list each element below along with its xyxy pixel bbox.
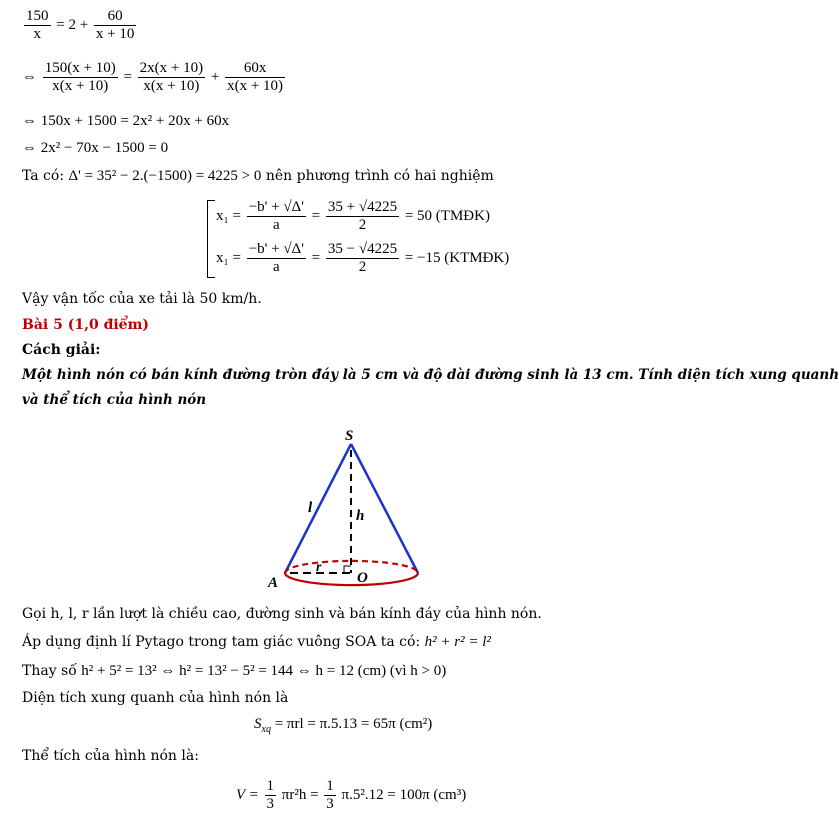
slant-height-line: [285, 444, 351, 573]
fraction-numerator: −b' + √Δ': [248, 241, 304, 257]
delta-tail: nên phương trình có hai nghiệm: [265, 168, 494, 184]
slant-label: l: [308, 500, 313, 516]
root-result: = 50 (TMĐK): [404, 207, 490, 224]
area-subscript: xq: [261, 724, 271, 735]
solution-line-3: [22, 662, 446, 680]
volume-unit: (cm³): [433, 786, 467, 803]
point-a-label: A: [268, 575, 279, 591]
fraction-denominator: x(x + 10): [227, 78, 284, 94]
root-variable: x₁ =: [216, 207, 241, 224]
fraction-denominator: x: [33, 26, 41, 42]
fraction-numerator: 35 + √4225: [327, 199, 398, 215]
solution-text: Thay số: [22, 663, 77, 679]
equation-text: = 2 +: [56, 16, 89, 33]
pythagoras-formula: h² + r² = l²: [424, 634, 491, 650]
fraction-numerator: 1: [326, 778, 334, 794]
fraction-denominator: 3: [326, 796, 334, 812]
fraction-numerator: 150: [26, 8, 49, 24]
equals-sign: =: [123, 68, 132, 85]
right-angle-mark: [344, 566, 351, 573]
radius-label: r: [316, 560, 322, 575]
section-heading: Bài 5 (1,0 điểm): [22, 317, 150, 333]
center-label: O: [357, 570, 368, 586]
vertex-label: S: [345, 428, 354, 444]
plus-sign: +: [210, 68, 220, 85]
root-result: = −15 (KTMĐK): [404, 249, 510, 266]
fraction-denominator: 2: [358, 259, 367, 275]
solution-line-1: Gọi h, l, r lần lượt là chiều cao, đường sinh và bán kính đáy của hình nón.: [22, 606, 542, 622]
problem-statement-line-1: Một hình nón có bán kính đường tròn đáy là 5 cm và độ dài đường sinh là 13 cm. Tính diện tích xung quanh: [22, 367, 839, 383]
volume-formula: [236, 778, 466, 813]
fraction-numerator: 1: [266, 778, 275, 794]
area-unit: (cm²): [399, 716, 433, 732]
delta-lead: Ta có:: [22, 168, 65, 184]
fraction-numerator: 35 − √4225: [327, 241, 398, 257]
volume-symbol: V =: [236, 786, 259, 803]
fraction-numerator: 60x: [225, 60, 285, 78]
fraction-numerator: 60: [94, 8, 136, 26]
volume-result: π.5².12 = 100π: [341, 786, 430, 803]
fraction-denominator: 2: [358, 217, 367, 233]
fraction-numerator: 2x(x + 10): [139, 60, 204, 76]
problem-statement-line-2: và thể tích của hình nón: [22, 392, 207, 408]
fraction-denominator: x + 10: [95, 26, 135, 42]
fraction-numerator: 150(x + 10): [44, 60, 116, 76]
height-label: h: [356, 508, 365, 524]
area-symbol: S: [254, 716, 262, 732]
fraction-denominator: x(x + 10): [143, 78, 200, 94]
delta-math: Δ' = 35² − 2.(−1500) = 4225 > 0: [68, 168, 262, 184]
height-computation: h² + 5² = 13² ⇔ h² = 13² − 5² = 144 ⇔ h = 12 (cm) (vì h > 0): [81, 663, 447, 679]
lateral-area-formula: [254, 715, 432, 739]
volume-expression: πr²h =: [281, 786, 319, 803]
method-heading: Cách giải:: [22, 342, 101, 358]
solution-line-5: Thể tích của hình nón là:: [22, 748, 199, 764]
equivalence-symbol: ⇔: [22, 68, 37, 85]
root-1: x₁ = $\frac{-b' + √\Delta'}{a}$ = $\frac{35 + √4225}{2}$ = 50 (TMĐK): [216, 199, 490, 233]
fraction-denominator: a: [272, 259, 280, 275]
area-expression: = πrl = π.5.13 = 65π: [274, 716, 396, 732]
fraction-denominator: a: [272, 217, 280, 233]
fraction-numerator: −b' + √Δ': [248, 199, 304, 215]
root-2: x₁ = $\frac{-b' + √\Delta'}{a}$ = $\frac{35 - √4225}{2}$ = −15 (KTMĐK): [216, 241, 510, 275]
equation-4: ⇔ 2x² − 70x − 1500 = 0: [22, 140, 169, 156]
root-variable: x₁ =: [216, 249, 241, 266]
fraction-denominator: 3: [266, 796, 275, 812]
fraction-denominator: x(x + 10): [52, 78, 109, 94]
conclusion-text: Vậy vận tốc của xe tải là 50 km/h.: [22, 291, 262, 307]
solution-text: Áp dụng định lí Pytago trong tam giác vuông SOA ta có:: [22, 634, 421, 650]
solution-line-4: Diện tích xung quanh của hình nón là: [22, 690, 289, 706]
base-front-arc: [285, 573, 418, 585]
equation-3: ⇔ 150x + 1500 = 2x² + 20x + 60x: [22, 113, 230, 129]
solution-line-2: [22, 633, 491, 651]
